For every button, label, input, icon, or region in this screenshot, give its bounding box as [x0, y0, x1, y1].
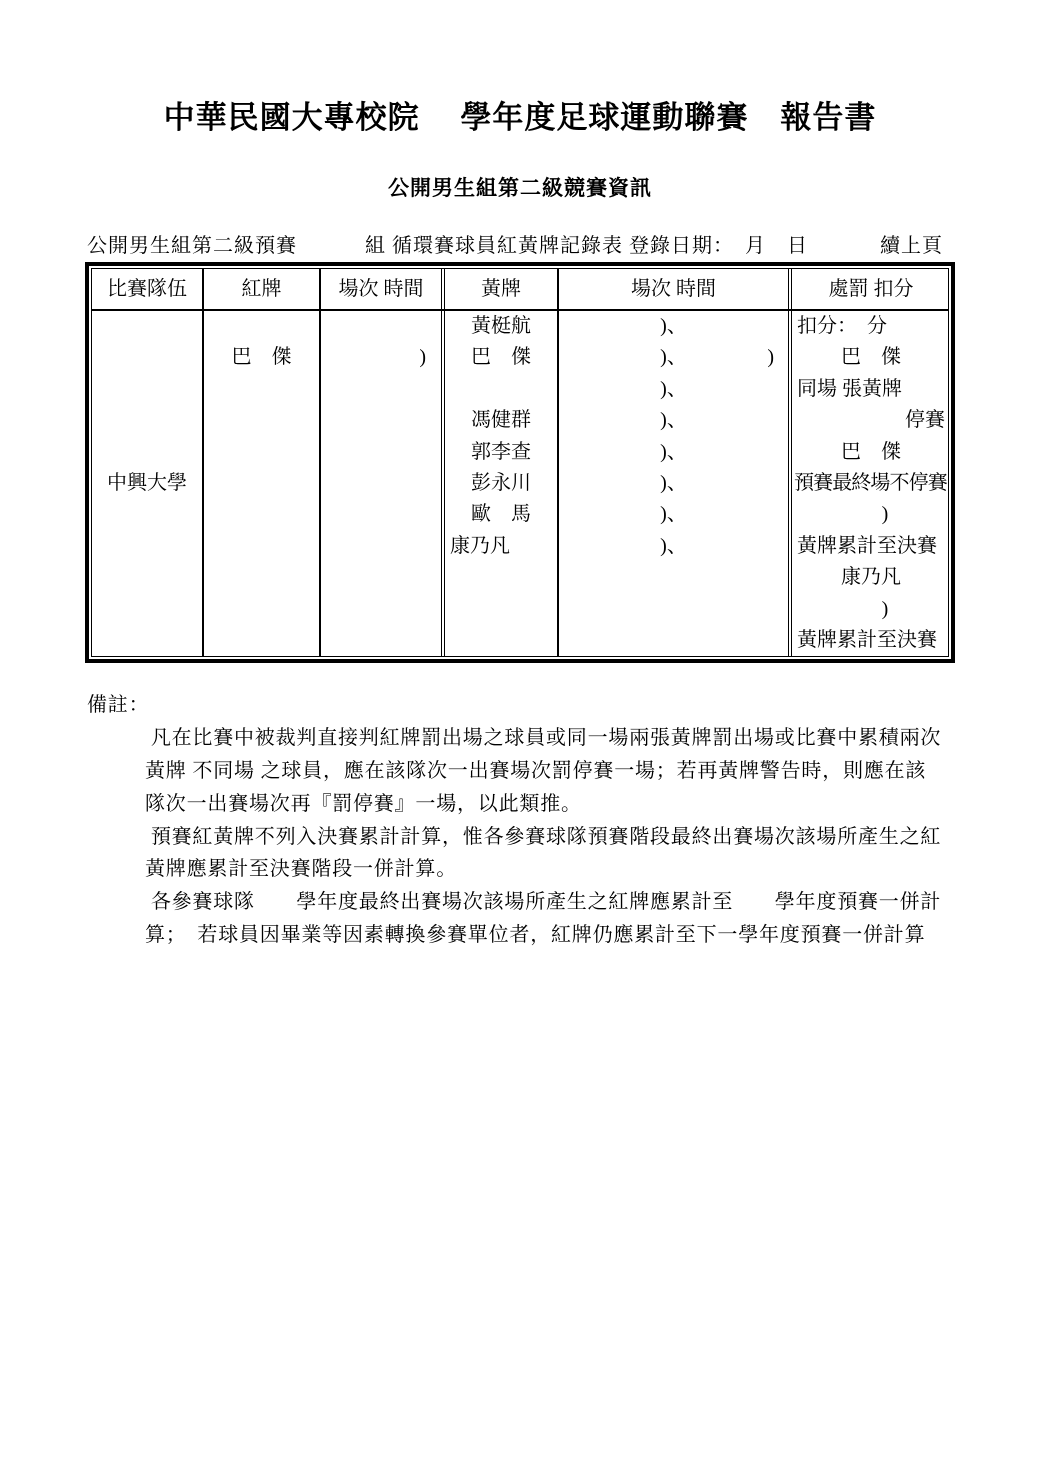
yellow-card-player: 彭永川 [471, 471, 531, 494]
notes-section [85, 689, 955, 952]
note-line: 各參賽球隊 學年度最終出賽場次該場所產生之紅牌應累計至 學年度預賽一併計 [145, 891, 942, 914]
yellow-card-players-cell [441, 311, 559, 656]
notes-body [85, 722, 955, 952]
yellow-card-player: 黃梃航 [471, 315, 531, 337]
red-card-player-cell [204, 311, 321, 656]
yellow-match-time: )、 ) [660, 346, 774, 369]
red-card-match-cell [321, 311, 441, 656]
yellow-card-player: 巴 傑 [471, 346, 531, 369]
header-yellow-card: 黃牌 [441, 269, 559, 309]
caption-group-name: 公開男生組第二級預賽 [87, 235, 297, 257]
yellow-card-player [445, 594, 557, 625]
penalty-line: 黃牌累計至決賽 [797, 534, 937, 557]
yellow-match-time [559, 562, 788, 593]
page-subtitle: 公開男生組第二級競賽資訊 [388, 176, 652, 200]
team-name: 中興大學 [107, 472, 187, 494]
page-title: 中華民國大專校院 學年度足球運動聯賽 報告書 [163, 100, 877, 135]
penalty-line: 康乃凡 [841, 566, 901, 589]
yellow-match-time: )、 [660, 534, 687, 557]
header-team: 比賽隊伍 [92, 269, 204, 309]
yellow-match-time: )、 [660, 503, 687, 526]
penalty-cell [788, 311, 950, 656]
penalty-line: 停賽 [905, 409, 945, 432]
yellow-card-player [445, 625, 557, 656]
penalty-line: 同場 張黃牌 [797, 377, 902, 400]
penalty-line: 巴 傑 [841, 346, 901, 369]
note-line: 算； 若球員因畢業等因素轉換參賽單位者，紅牌仍應累計至下一學年度預賽一併計算 [145, 924, 926, 947]
table-body-row [92, 311, 948, 656]
card-record-table [85, 262, 955, 663]
yellow-match-time: )、 [660, 471, 687, 494]
caption-record-title: 組 循環賽球員紅黃牌記錄表 登錄日期： 月 日 [365, 235, 808, 257]
yellow-match-time: )、 [660, 440, 687, 463]
penalty-line: 扣分： 分 [797, 315, 887, 337]
penalty-line: 黃牌累計至決賽 [797, 628, 937, 651]
red-card-player: 巴 傑 [231, 346, 292, 369]
note-line: 預賽紅黃牌不列入決賽累計計算，惟各參賽球隊預賽階段最終出賽場次該場所產生之紅 [145, 825, 942, 848]
table-caption-row [85, 232, 955, 258]
yellow-card-match-cell [559, 311, 788, 656]
header-penalty: 處罰 扣分 [788, 269, 950, 309]
header-red-card: 紅牌 [204, 269, 321, 309]
penalty-line: ) [881, 597, 889, 620]
penalty-line: 預賽最終場不停賽 [794, 471, 947, 494]
yellow-card-player [445, 562, 557, 593]
header-yellow-match: 場次 時間 [631, 278, 716, 300]
yellow-card-player: 康乃凡 [450, 534, 510, 557]
yellow-match-time [559, 594, 788, 625]
team-cell [92, 311, 204, 656]
header-red-match: 場次 時間 [338, 278, 424, 300]
note-line: 黃牌應累計至決賽階段一併計算。 [145, 858, 457, 881]
yellow-match-time: )、 [660, 409, 687, 432]
yellow-match-time: )、 [660, 377, 687, 400]
notes-label: 備註： [87, 694, 150, 717]
note-line: 黃牌 不同場 之球員，應在該隊次一出賽場次罰停賽一場；若再黃牌警告時，則應在該 [145, 760, 927, 783]
caption-continued-label: 續上頁 [880, 235, 943, 257]
note-line: 隊次一出賽場次再『罰停賽』一場，以此類推。 [145, 792, 582, 815]
note-line: 凡在比賽中被裁判直接判紅牌罰出場之球員或同一場兩張黃牌罰出場或比賽中累積兩次 [145, 727, 942, 750]
yellow-match-time: )、 [660, 315, 687, 337]
yellow-match-time [559, 625, 788, 656]
red-card-match-time: ) [419, 346, 426, 369]
yellow-card-player: 歐 馬 [471, 503, 531, 526]
yellow-card-player [445, 374, 557, 405]
yellow-card-player: 郭李查 [471, 440, 531, 463]
yellow-card-player: 馮健群 [471, 409, 531, 432]
penalty-line: ) [881, 503, 889, 526]
penalty-line: 巴 傑 [841, 440, 901, 463]
table-header-row [92, 269, 948, 311]
